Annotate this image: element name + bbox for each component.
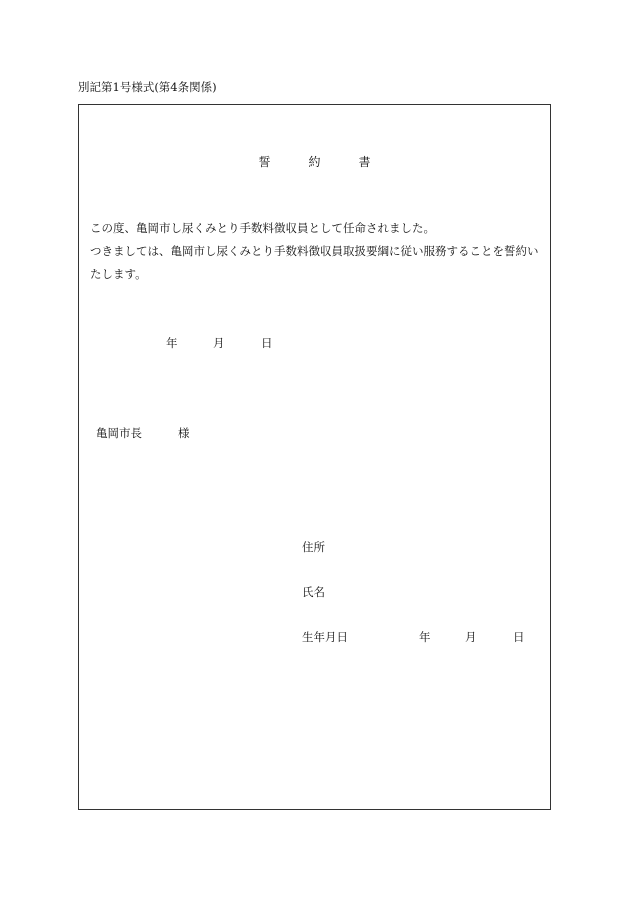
pledge-paragraph-1: この度、亀岡市し尿くみとり手数料徴収員として任命されました。 [90,221,435,235]
form-caption: 別記第1号様式(第4条関係) [78,80,217,94]
date-day-label: 日 [261,336,273,350]
address-label: 住所 [302,540,325,554]
dob-month-label: 月 [465,630,477,644]
name-label: 氏名 [302,585,325,599]
pledge-paragraph-2: つきましては、亀岡市し尿くみとり手数料徴収員取扱要綱に従い服務することを誓約いたします。 [90,244,539,281]
title-char-3: 書 [358,155,371,169]
title-char-2: 約 [308,155,321,169]
pledge-body [79,217,547,286]
dob-year-label: 年 [419,630,431,644]
pledge-form-frame [78,104,551,810]
dob-day-label: 日 [513,630,525,644]
title-char-1: 誓 [258,155,271,169]
dob-label: 生年月日 [302,630,348,644]
addressee-honorific: 様 [178,426,190,440]
document-title [79,153,550,170]
addressee [96,425,190,441]
addressee-name: 亀岡市長 [96,426,142,440]
date-year-label: 年 [166,336,178,350]
date-month-label: 月 [213,336,225,350]
